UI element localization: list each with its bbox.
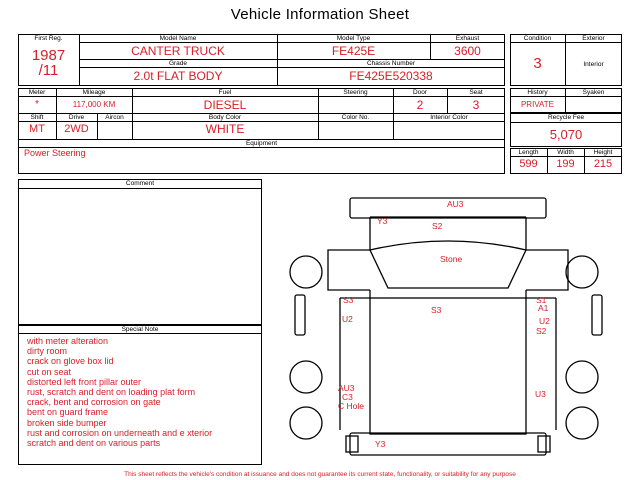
special-note-item: dirty room (27, 346, 68, 357)
damage-code: C3 (342, 392, 353, 402)
door-value: 2 (416, 98, 424, 112)
grade-value: 2.0t FLAT BODY (133, 69, 223, 83)
first-reg-label: First Reg. (34, 35, 63, 42)
damage-code: U3 (535, 389, 546, 399)
condition-label: Condition (523, 35, 552, 42)
damage-code: U2 (539, 316, 550, 326)
damage-code: AU3 (338, 383, 355, 393)
truck-diagram (280, 190, 620, 466)
meter-value: * (35, 99, 39, 110)
comment-label: Comment (125, 180, 155, 187)
recycle-fee-value: 5,070 (549, 127, 583, 142)
first-reg-month: /11 (38, 62, 59, 79)
exhaust-value: 3600 (454, 44, 481, 58)
length-label: Length (518, 149, 539, 156)
damage-code: S3 (431, 305, 442, 315)
seat-value: 3 (472, 98, 480, 112)
special-note-item: broken side bumper (27, 417, 107, 428)
meter-label: Meter (28, 89, 46, 96)
damage-code: A1 (538, 303, 549, 313)
fuel-value: DIESEL (203, 98, 247, 112)
damage-code: Y3 (375, 439, 386, 449)
grade-label: Grade (168, 60, 188, 67)
shift-value: MT (29, 123, 45, 135)
special-note-item: scratch and dent on various parts (27, 438, 161, 449)
special-note-label: Special Note (121, 326, 159, 333)
history-label: History (527, 89, 548, 96)
length-value: 599 (519, 158, 538, 170)
damage-code: AU3 (447, 199, 464, 209)
chassis-number-label: Chassis Number (366, 60, 416, 67)
damage-code: C Hole (338, 401, 364, 411)
special-note-list (27, 336, 255, 448)
interior-color-label: Interior Color (430, 114, 468, 121)
model-name-label: Model Name (159, 35, 197, 42)
mileage-label: Mileage (82, 89, 106, 96)
equipment-value: Power Steering (24, 148, 86, 158)
special-note-item: bent on guard frame (27, 407, 109, 418)
drive-value: 2WD (64, 123, 89, 135)
model-name-value: CANTER TRUCK (131, 44, 225, 58)
steering-label: Steering (343, 89, 368, 96)
first-reg-year: 1987 (31, 47, 66, 64)
damage-code: S1 (536, 295, 547, 305)
width-label: Width (557, 149, 574, 156)
shift-label: Shift (30, 114, 44, 121)
body-color-label: Body Color (208, 114, 242, 121)
special-note-item: rust and corrosion on underneath and e xterior (27, 427, 213, 438)
damage-code: S2 (432, 221, 443, 231)
special-note-item: crack on glove box lid (27, 356, 114, 367)
special-note-item: cut on seat (27, 366, 72, 377)
page-title: Vehicle Information Sheet (230, 6, 410, 23)
interior-label: Interior (583, 61, 604, 68)
chassis-number-value: FE425E520338 (349, 69, 433, 83)
syaken-label: Syaken (582, 89, 605, 96)
model-type-label: Model Type (336, 35, 371, 42)
exhaust-label: Exhaust (455, 35, 480, 42)
recycle-fee-label: Recycle Fee (547, 114, 585, 121)
body-color-value: WHITE (205, 122, 245, 136)
damage-code: U2 (342, 314, 353, 324)
mileage-value: 117,000 KM (72, 100, 116, 109)
width-value: 199 (556, 158, 575, 170)
height-value: 215 (593, 158, 613, 170)
model-type-value: FE425E (331, 44, 376, 58)
damage-code: Stone (440, 254, 463, 264)
fuel-label: Fuel (218, 89, 232, 96)
special-note-item: distorted left front pillar outer (27, 376, 142, 387)
exterior-label: Exterior (582, 35, 605, 42)
color-no-label: Color No. (341, 114, 370, 121)
damage-code: S2 (536, 326, 547, 336)
damage-code: Y3 (377, 216, 388, 226)
damage-code: S3 (343, 295, 354, 305)
footer-disclaimer: This sheet reflects the vehicle's condition at issuance and does not guarantee its current state, functionality, or suitability for any purpose (124, 471, 516, 478)
special-note-item: with meter alteration (27, 336, 109, 346)
equipment-label: Equipment (245, 140, 278, 147)
aircon-label: Aircon (105, 114, 124, 121)
height-label: Height (593, 149, 613, 156)
drive-label: Drive (68, 114, 85, 121)
history-value: PRIVATE (520, 100, 555, 109)
seat-label: Seat (469, 89, 483, 96)
door-label: Door (412, 89, 428, 96)
special-note-item: rust, scratch and dent on loading plat form (27, 387, 196, 398)
condition-value: 3 (533, 55, 542, 72)
special-note-item: crack, bent and corrosion on gate (27, 397, 161, 408)
comment-box (18, 179, 262, 325)
